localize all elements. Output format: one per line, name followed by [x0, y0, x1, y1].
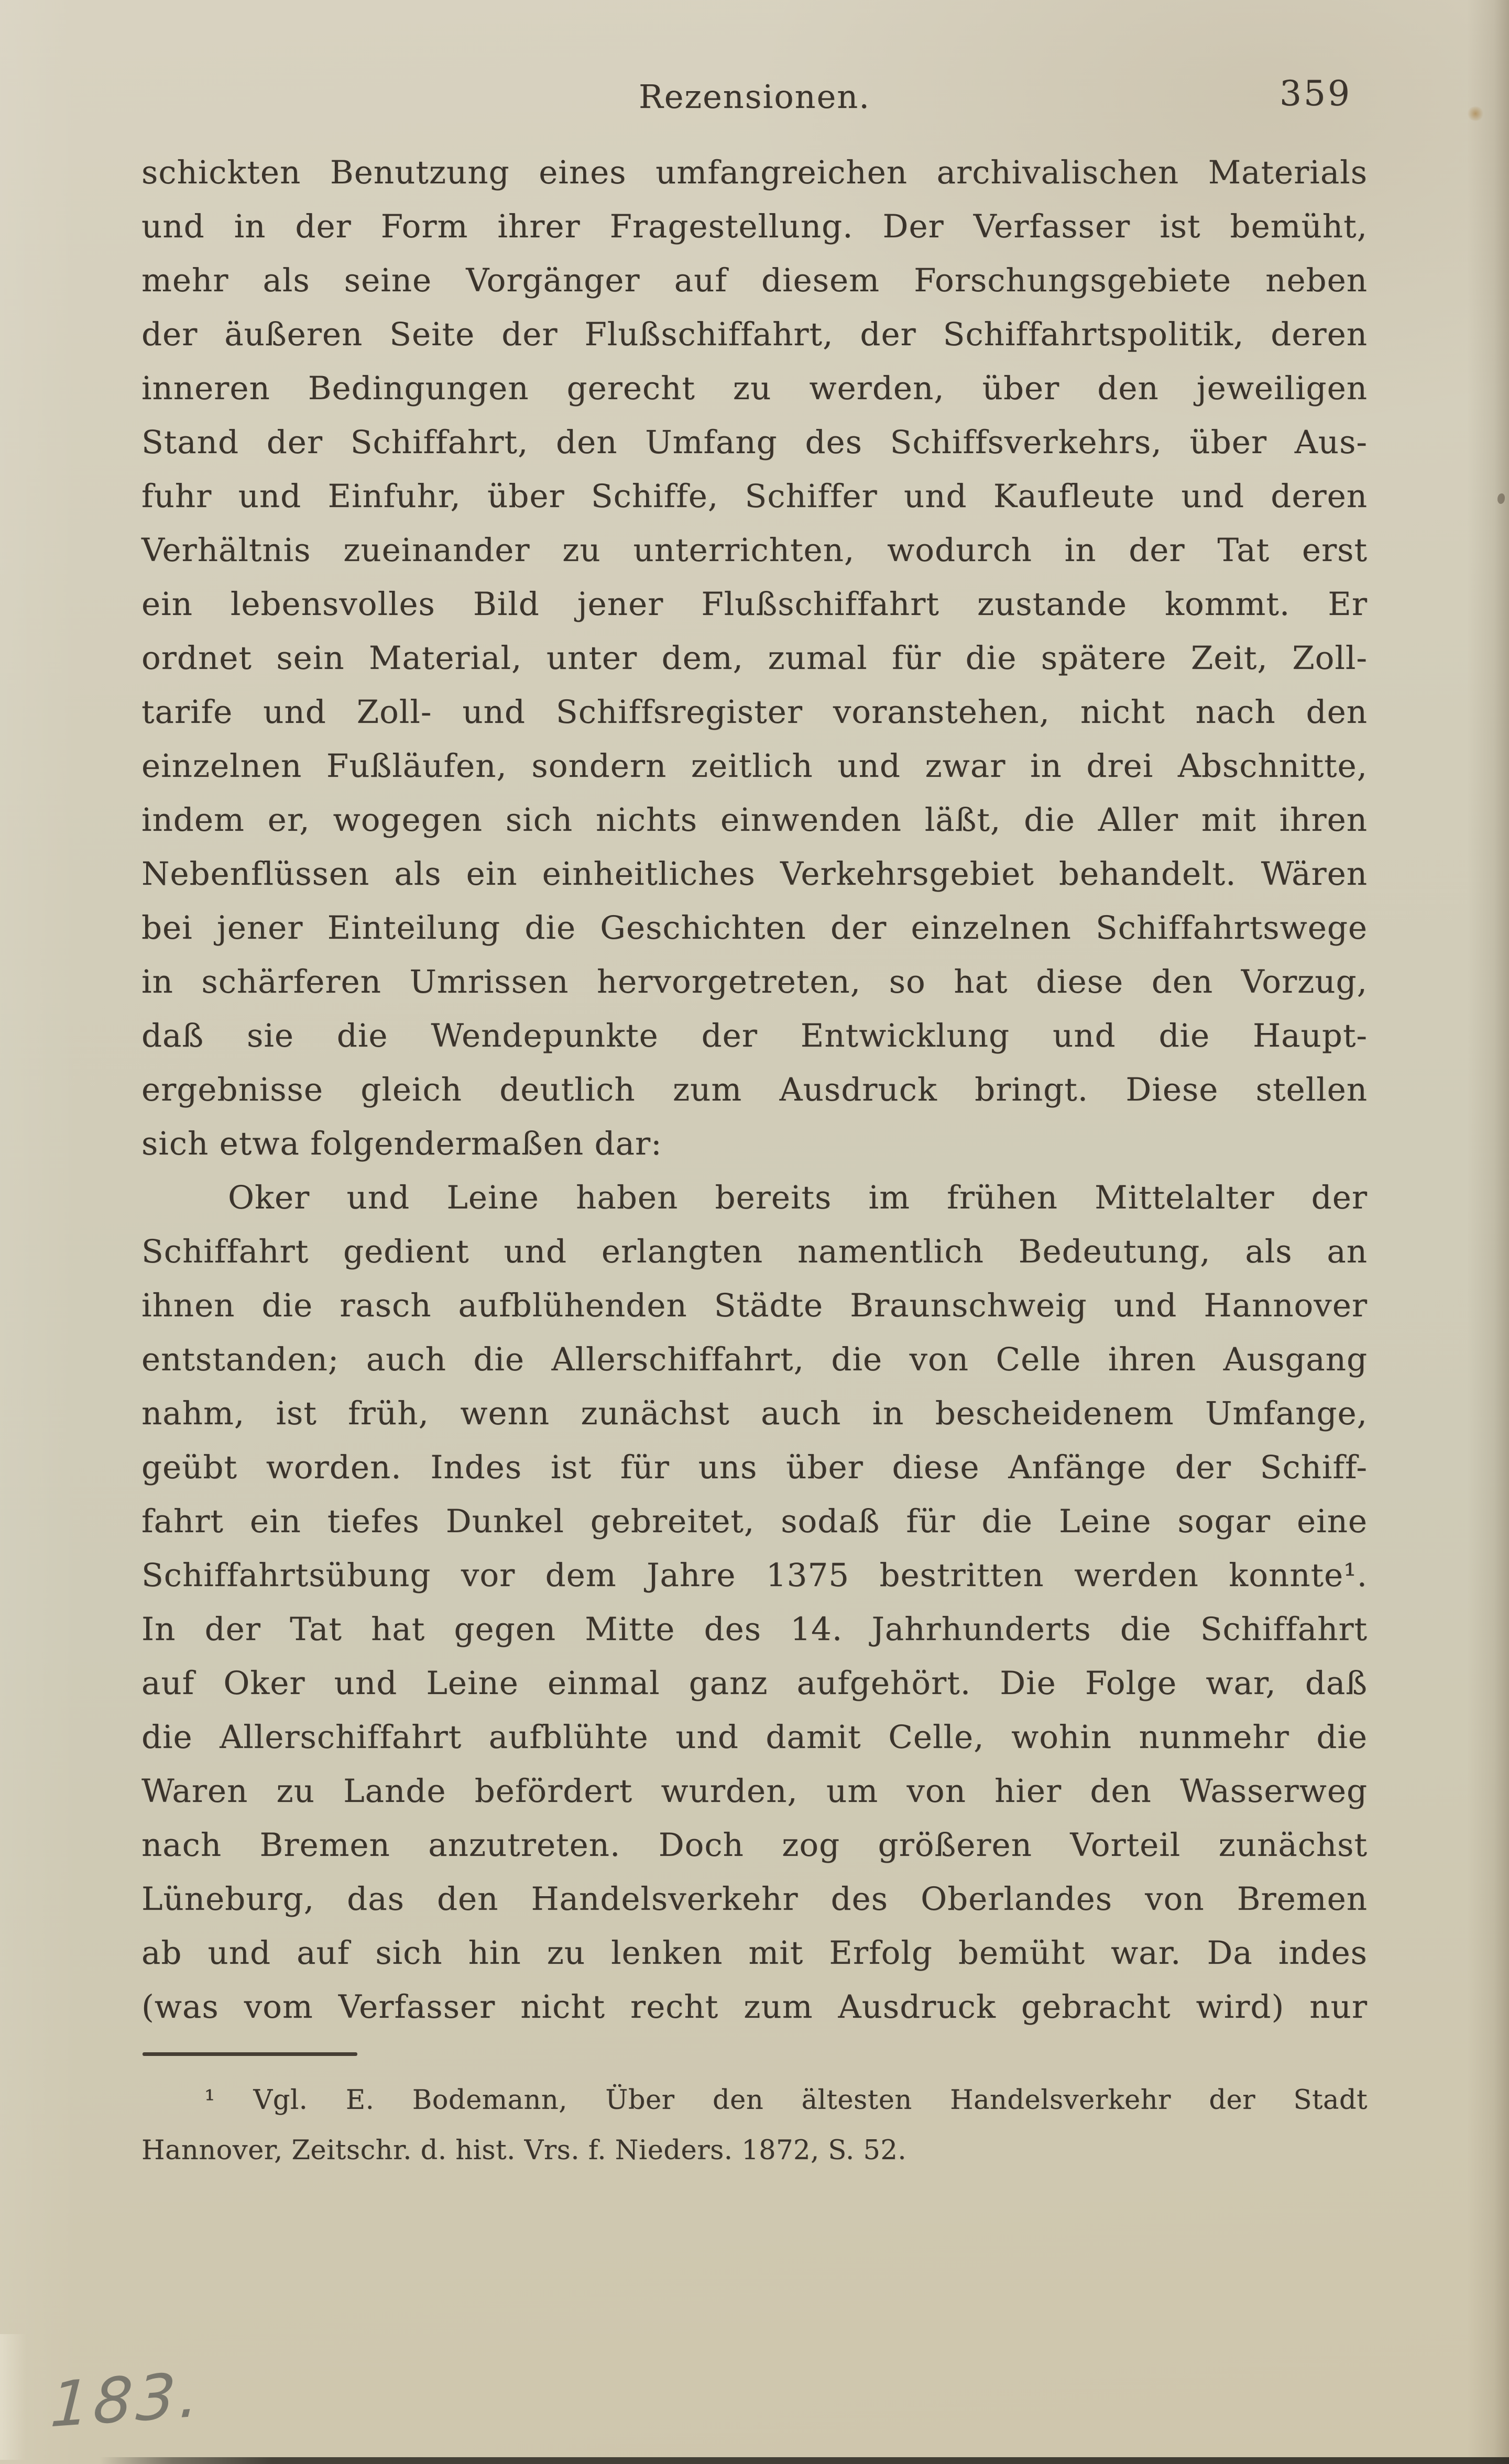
- page-corner-highlight: [0, 2334, 26, 2460]
- text-line: ab und auf sich hin zu lenken mit Erfolg bemüht war. Da indes: [141, 1934, 1368, 1972]
- text-line: Oker und Leine haben bereits im frühen Mittelalter der: [228, 1179, 1368, 1216]
- text-line: Verhältnis zueinander zu unterrichten, wodurch in der Tat erst: [141, 532, 1368, 569]
- text-line: indem er, wogegen sich nichts einwenden läßt, die Aller mit ihren: [141, 801, 1368, 839]
- text-line: entstanden; auch die Allerschiffahrt, die von Celle ihren Ausgang: [141, 1341, 1368, 1378]
- text-line: die Allerschiffahrt aufblühte und damit Celle, wohin nunmehr die: [141, 1719, 1368, 1756]
- foxing-stain: [1467, 106, 1484, 121]
- running-title: Rezensionen.: [639, 78, 870, 116]
- footnote-block: [141, 2075, 1368, 2176]
- text-line: daß sie die Wendepunkte der Entwicklung und die Haupt-: [141, 1017, 1368, 1054]
- text-line: Stand der Schiffahrt, den Umfang des Schiffsverkehrs, über Aus-: [141, 424, 1368, 461]
- text-line: ¹ Vgl. E. Bodemann, Über den ältesten Handelsverkehr der Stadt: [204, 2085, 1368, 2116]
- text-line: nach Bremen anzutreten. Doch zog größeren Vorteil zunächst: [141, 1827, 1368, 1864]
- text-line: schickten Benutzung eines umfangreichen archivalischen Materials: [141, 154, 1368, 191]
- text-line: Lüneburg, das den Handelsverkehr des Oberlandes von Bremen: [141, 1880, 1368, 1918]
- text-line: ihnen die rasch aufblühenden Städte Braunschweig und Hannover: [141, 1287, 1368, 1324]
- handwritten-pencil-number: 183.: [48, 2358, 205, 2441]
- text-line: geübt worden. Indes ist für uns über diese Anfänge der Schiff-: [141, 1449, 1368, 1486]
- text-line: in schärferen Umrissen hervorgetreten, so hat diese den Vorzug,: [141, 963, 1368, 1000]
- text-line: (was vom Verfasser nicht recht zum Ausdruck gebracht wird) nur: [141, 1988, 1368, 2026]
- text-line: nahm, ist früh, wenn zunächst auch in bescheidenem Umfange,: [141, 1395, 1368, 1432]
- text-line: In der Tat hat gegen Mitte des 14. Jahrhunderts die Schiffahrt: [141, 1611, 1368, 1648]
- text-line: und in der Form ihrer Fragestellung. Der Verfasser ist bemüht,: [141, 208, 1368, 245]
- scanner-bed-edge: [0, 2457, 1509, 2464]
- text-line: Waren zu Lande befördert wurden, um von hier den Wasserweg: [141, 1773, 1368, 1810]
- text-line: Hannover, Zeitschr. d. hist. Vrs. f. Nieders. 1872, S. 52.: [141, 2135, 907, 2166]
- page-number: 359: [1280, 73, 1352, 114]
- text-line: auf Oker und Leine einmal ganz aufgehört. Die Folge war, daß: [141, 1665, 1368, 1702]
- footnote-rule: [143, 2052, 357, 2056]
- text-line: ein lebensvolles Bild jener Flußschiffahrt zustande kommt. Er: [141, 586, 1368, 623]
- text-line: tarife und Zoll- und Schiffsregister voranstehen, nicht nach den: [141, 694, 1368, 731]
- text-line: der äußeren Seite der Flußschiffahrt, der Schiffahrtspolitik, deren: [141, 316, 1368, 353]
- text-line: fuhr und Einfuhr, über Schiffe, Schiffer und Kaufleute und deren: [141, 478, 1368, 515]
- text-line: mehr als seine Vorgänger auf diesem Forschungsgebiete neben: [141, 262, 1368, 299]
- text-line: ordnet sein Material, unter dem, zumal für die spätere Zeit, Zoll-: [141, 640, 1368, 677]
- body-text-block: [141, 146, 1368, 2034]
- text-line: bei jener Einteilung die Geschichten der einzelnen Schiffahrtswege: [141, 909, 1368, 947]
- text-line: fahrt ein tiefes Dunkel gebreitet, sodaß für die Leine sogar eine: [141, 1503, 1368, 1540]
- text-line: inneren Bedingungen gerecht zu werden, über den jeweiligen: [141, 370, 1368, 407]
- page-edge-speck: [1497, 493, 1505, 504]
- text-line: Schiffahrtsübung vor dem Jahre 1375 bestritten werden konnte¹.: [141, 1557, 1368, 1594]
- text-line: Nebenflüssen als ein einheitliches Verkehrsgebiet behandelt. Wären: [141, 855, 1368, 893]
- text-line: ergebnisse gleich deutlich zum Ausdruck bringt. Diese stellen: [141, 1071, 1368, 1108]
- text-line: Schiffahrt gedient und erlangten namentlich Bedeutung, als an: [141, 1233, 1368, 1270]
- text-line: einzelnen Fußläufen, sondern zeitlich und zwar in drei Abschnitte,: [141, 747, 1368, 785]
- text-line: sich etwa folgendermaßen dar:: [141, 1125, 662, 1162]
